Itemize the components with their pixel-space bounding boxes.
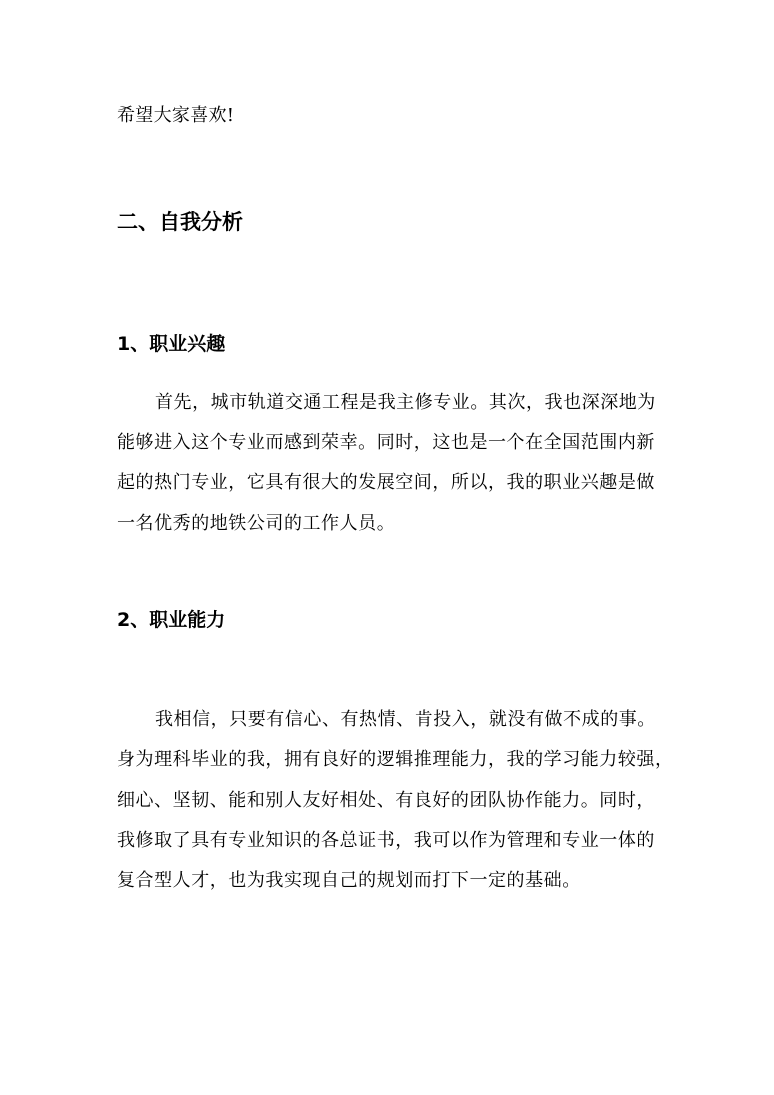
career-ability-paragraph-line: 我相信，只要有信心、有热情、肯投入，就没有做不成的事。 [155,709,656,730]
career-ability-paragraph-line: 复合型人才，也为我实现自己的规划而打下一定的基础。 [117,870,581,891]
career-interest-paragraph-line: 起的热门专业，它具有很大的发展空间，所以，我的职业兴趣是做 [117,472,655,493]
section-title: 二、自我分析 [117,210,243,234]
career-ability-paragraph-line: 细心、坚韧、能和别人友好相处、有良好的团队协作能力。同时， [117,790,655,811]
career-ability-heading: 2、职业能力 [117,609,226,631]
career-ability-paragraph-line: 我修取了具有专业知识的各总证书，我可以作为管理和专业一体的 [117,830,655,851]
career-interest-paragraph-line: 首先，城市轨道交通工程是我主修专业。其次，我也深深地为 [155,392,656,413]
career-interest-paragraph-line: 一名优秀的地铁公司的工作人员。 [117,513,396,534]
closing-line: 希望大家喜欢! [117,105,235,126]
career-ability-paragraph-line: 身为理科毕业的我，拥有良好的逻辑推理能力，我的学习能力较强， [117,749,674,770]
career-interest-heading: 1、职业兴趣 [117,333,226,355]
career-interest-paragraph-line: 能够进入这个专业而感到荣幸。同时，这也是一个在全国范围内新 [117,432,655,453]
